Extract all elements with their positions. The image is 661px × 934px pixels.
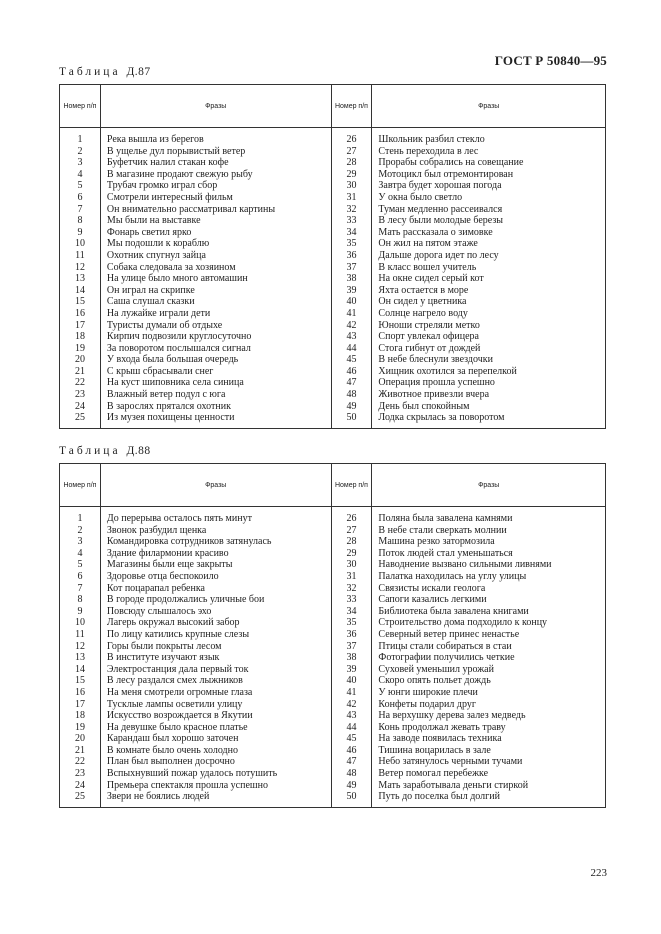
row-phrase: Искусство возрождается в Якутии <box>106 710 253 722</box>
row-phrase: Ветер помогал перебежке <box>378 768 489 780</box>
row-number: 4 <box>77 168 83 180</box>
col-header-phrases: Фразы <box>478 481 500 489</box>
row-number: 2 <box>77 524 83 536</box>
row-phrase: Суховей уменьшил урожай <box>378 663 494 675</box>
row-phrase: Завтра будет хорошая погода <box>378 180 502 192</box>
row-phrase: У юнги широкие плечи <box>378 686 478 698</box>
row-number: 46 <box>346 365 357 377</box>
row-number: 21 <box>74 744 85 756</box>
row-number: 20 <box>74 354 85 366</box>
row-number: 39 <box>346 663 357 675</box>
row-number: 12 <box>74 640 85 652</box>
row-number: 31 <box>346 570 357 582</box>
row-number: 10 <box>74 238 85 250</box>
row-phrase: Влажный ветер подул с юга <box>106 389 226 401</box>
row-phrase: Мы подошли к кораблю <box>106 238 210 250</box>
row-phrase: Сапоги казались легкими <box>378 594 487 606</box>
row-number: 14 <box>74 284 85 296</box>
row-number: 43 <box>346 710 357 722</box>
row-number: 32 <box>346 203 357 215</box>
row-number: 33 <box>346 215 357 227</box>
col-header-number: Номер п/п <box>60 85 101 127</box>
row-phrase: День был спокойным <box>378 400 470 412</box>
table-caption <box>59 445 151 457</box>
row-phrase: Дальше дорога идет по лесу <box>378 249 499 261</box>
row-phrase: Туристы думали об отдыхе <box>106 319 223 331</box>
row-phrase: Здоровье отца беспокоило <box>106 570 219 582</box>
row-phrase: Звери не боялись людей <box>106 791 210 803</box>
row-number: 40 <box>346 296 357 308</box>
row-phrase: На заводе появилась техника <box>378 733 502 745</box>
table-caption-number: Д.88 <box>126 445 151 457</box>
row-phrase: Он играл на скрипке <box>106 284 195 296</box>
row-number: 17 <box>74 319 85 331</box>
row-phrase: Библиотека была завалена книгами <box>378 605 529 617</box>
row-number: 6 <box>77 570 83 582</box>
row-phrase: На куст шиповника села синица <box>106 377 244 389</box>
row-number: 4 <box>77 547 83 559</box>
table-header-row <box>60 85 605 128</box>
row-number: 13 <box>74 652 85 664</box>
row-phrase: На верхушку дерева залез медведь <box>378 710 526 722</box>
col-header-phrases: Фразы <box>101 85 332 127</box>
row-number: 39 <box>346 284 357 296</box>
row-phrase: Связисты искали геолога <box>378 582 486 594</box>
table-body <box>60 507 605 807</box>
table-caption-word: Таблица <box>59 445 121 457</box>
row-phrase: С крыш сбрасывали снег <box>106 365 214 377</box>
row-phrase: В ущелье дул порывистый ветер <box>106 145 246 157</box>
row-phrase: Палатка находилась на углу улицы <box>378 570 527 582</box>
row-number: 43 <box>346 331 357 343</box>
row-phrase: Охотник спугнул зайца <box>106 249 206 261</box>
row-number: 26 <box>346 134 357 145</box>
row-number: 11 <box>75 249 85 261</box>
row-phrase: План был выполнен досрочно <box>106 756 235 768</box>
row-number: 12 <box>74 261 85 273</box>
row-phrase: Лагерь окружал высокий забор <box>106 617 240 629</box>
row-number: 30 <box>346 180 357 192</box>
row-phrase: На меня смотрели огромные глаза <box>106 686 253 698</box>
row-phrase: Фонарь светил ярко <box>106 226 192 238</box>
row-number: 22 <box>74 756 85 768</box>
row-phrase: Командировка сотрудников затянулась <box>106 536 272 548</box>
row-phrase: В лесу раздался смех лыжников <box>106 675 243 687</box>
row-phrase: Электростанция дала первый ток <box>106 663 249 675</box>
row-number: 5 <box>77 559 83 571</box>
row-number: 48 <box>346 768 357 780</box>
row-phrase: Река вышла из берегов <box>106 134 204 145</box>
row-number: 50 <box>346 412 357 424</box>
row-number: 38 <box>346 652 357 664</box>
row-phrase: Хищник охотился за перепелкой <box>378 365 517 377</box>
row-phrase: Из музея похищены ценности <box>106 412 235 424</box>
row-phrase: Он внимательно рассматривал картины <box>106 203 276 215</box>
row-number: 38 <box>346 273 357 285</box>
row-phrase: Трубач громко играл сбор <box>106 180 218 192</box>
row-number: 27 <box>346 145 357 157</box>
table-body <box>60 128 605 428</box>
phrase-column <box>101 128 332 428</box>
row-phrase: В комнате было очень холодно <box>106 744 238 756</box>
row-phrase: Скоро опять польет дождь <box>378 675 491 687</box>
row-phrase: У входа была большая очередь <box>106 354 239 366</box>
row-number: 11 <box>75 628 85 640</box>
row-phrase: Буфетчик налил стакан кофе <box>106 157 229 169</box>
table-caption <box>59 66 151 78</box>
row-number: 23 <box>74 389 85 401</box>
row-phrase: На окне сидел серый кот <box>378 273 484 285</box>
row-phrase: Конь продолжал жевать траву <box>378 721 506 733</box>
row-number: 14 <box>74 663 85 675</box>
row-phrase: Мать рассказала о зимовке <box>378 226 493 238</box>
row-number: 19 <box>74 721 85 733</box>
row-number: 46 <box>346 744 357 756</box>
row-number: 47 <box>346 756 357 768</box>
row-phrase: В небе блеснули звездочки <box>378 354 493 366</box>
row-number: 49 <box>346 779 357 791</box>
row-number: 10 <box>74 617 85 629</box>
row-number: 8 <box>77 215 83 227</box>
row-phrase: Саша слушал сказки <box>106 296 195 308</box>
row-phrase: Он сидел у цветника <box>378 296 467 308</box>
row-phrase: Животное привезли вчера <box>378 389 490 401</box>
row-number: 49 <box>346 400 357 412</box>
row-number: 21 <box>74 365 85 377</box>
row-phrase: Карандаш был хорошо заточен <box>106 733 239 745</box>
row-number: 41 <box>346 307 357 319</box>
row-number: 16 <box>74 686 85 698</box>
row-phrase: Вспыхнувший пожар удалось потушить <box>106 768 278 780</box>
col-header-phrases: Фразы <box>101 464 332 506</box>
phrase-column <box>101 507 332 807</box>
col-header-number: Номер п/п <box>60 464 101 506</box>
row-phrase: В лесу были молодые березы <box>378 215 503 227</box>
row-number: 32 <box>346 582 357 594</box>
row-number: 22 <box>74 377 85 389</box>
row-number: 41 <box>346 686 357 698</box>
row-phrase: Звонок разбудил щенка <box>106 524 207 536</box>
row-number: 29 <box>346 547 357 559</box>
row-phrase: Спорт увлекал офицера <box>378 331 479 343</box>
number-column <box>332 507 373 807</box>
row-number: 25 <box>74 412 85 424</box>
phrase-column <box>372 128 605 428</box>
row-number: 18 <box>74 710 85 722</box>
row-phrase: В класс вошел учитель <box>378 261 477 273</box>
row-phrase: Машина резко затормозила <box>378 536 495 548</box>
row-number: 31 <box>346 191 357 203</box>
row-number: 45 <box>346 354 357 366</box>
row-phrase: Мотоцикл был отремонтирован <box>378 168 514 180</box>
row-number: 9 <box>77 605 83 617</box>
row-number: 15 <box>74 296 85 308</box>
row-phrase: В институте изучают язык <box>106 652 220 664</box>
row-phrase: Прорабы собрались на совещание <box>378 157 524 169</box>
row-phrase: Поток людей стал уменьшаться <box>378 547 513 559</box>
row-phrase: Мать заработывала деньги стиркой <box>378 779 529 791</box>
row-phrase: Строительство дома подходило к концу <box>378 617 548 629</box>
row-number: 17 <box>74 698 85 710</box>
row-number: 3 <box>77 157 83 169</box>
row-number: 16 <box>74 307 85 319</box>
row-number: 7 <box>77 203 83 215</box>
row-number: 28 <box>346 536 357 548</box>
row-number: 42 <box>346 319 357 331</box>
row-number: 27 <box>346 524 357 536</box>
row-phrase: Тусклые лампы осветили улицу <box>106 698 243 710</box>
row-phrase: Кот поцарапал ребенка <box>106 582 205 594</box>
row-number: 5 <box>77 180 83 192</box>
row-number: 34 <box>346 605 357 617</box>
table-caption-number: Д.87 <box>126 66 151 78</box>
row-phrase: На лужайке играли дети <box>106 307 211 319</box>
phrase-table-d88 <box>59 463 606 808</box>
number-column <box>60 507 101 807</box>
row-number: 26 <box>346 513 357 524</box>
row-phrase: Путь до поселка был долгий <box>378 791 500 803</box>
row-number: 20 <box>74 733 85 745</box>
row-number: 45 <box>346 733 357 745</box>
table-header-row <box>60 464 605 507</box>
row-phrase: Солнце нагрело воду <box>378 307 468 319</box>
row-number: 36 <box>346 249 357 261</box>
row-phrase: Яхта остается в море <box>378 284 469 296</box>
row-number: 8 <box>77 594 83 606</box>
row-number: 2 <box>77 145 83 157</box>
row-number: 36 <box>346 628 357 640</box>
row-phrase: Мы были на выставке <box>106 215 201 227</box>
row-number: 1 <box>77 513 83 524</box>
row-phrase: За поворотом послышался сигнал <box>106 342 251 354</box>
row-number: 9 <box>77 226 83 238</box>
row-phrase: В зарослях прятался охотник <box>106 400 231 412</box>
row-number: 37 <box>346 261 357 273</box>
row-number: 44 <box>346 721 357 733</box>
row-number: 37 <box>346 640 357 652</box>
row-number: 35 <box>346 617 357 629</box>
row-phrase: На улице было много автомашин <box>106 273 248 285</box>
row-phrase: До перерыва осталось пять минут <box>106 513 252 524</box>
row-phrase: Северный ветер принес ненастье <box>378 628 520 640</box>
row-phrase: Магазины были еще закрыты <box>106 559 233 571</box>
row-number: 19 <box>74 342 85 354</box>
row-number: 35 <box>346 238 357 250</box>
row-number: 33 <box>346 594 357 606</box>
table-caption-word: Таблица <box>59 66 121 78</box>
col-header-number: Номер п/п <box>332 85 373 127</box>
row-number: 29 <box>346 168 357 180</box>
row-phrase: У окна было светло <box>378 191 463 203</box>
number-column <box>60 128 101 428</box>
row-number: 34 <box>346 226 357 238</box>
row-number: 6 <box>77 191 83 203</box>
row-phrase: Кирпич подвозили круглосуточно <box>106 331 252 343</box>
row-phrase: Здание филармонии красиво <box>106 547 229 559</box>
row-phrase: Лодка скрылась за поворотом <box>378 412 505 424</box>
row-phrase: Повсюду слышалось эхо <box>106 605 212 617</box>
row-number: 15 <box>74 675 85 687</box>
row-phrase: Поляна была завалена камнями <box>378 513 513 524</box>
row-number: 23 <box>74 768 85 780</box>
row-number: 50 <box>346 791 357 803</box>
row-phrase: Премьера спектакля прошла успешно <box>106 779 268 791</box>
row-number: 42 <box>346 698 357 710</box>
row-phrase: На девушке было красное платье <box>106 721 248 733</box>
row-phrase: Стень переходила в лес <box>378 145 479 157</box>
phrase-table-d87 <box>59 84 606 429</box>
document-header: ГОСТ Р 50840—95 <box>494 53 607 68</box>
row-phrase: Наводнение вызвано сильными ливнями <box>378 559 552 571</box>
row-phrase: Операция прошла успешно <box>378 377 495 389</box>
col-header-phrases: Фразы <box>478 102 500 110</box>
row-phrase: Он жил на пятом этаже <box>378 238 478 250</box>
row-phrase: Конфеты подарил друг <box>378 698 476 710</box>
row-phrase: В небе стали сверкать молнии <box>378 524 507 536</box>
number-column <box>332 128 373 428</box>
row-phrase: Смотрели интересный фильм <box>106 191 233 203</box>
row-phrase: Тишина воцарилась в зале <box>378 744 491 756</box>
row-phrase: Птицы стали собираться в стаи <box>378 640 512 652</box>
row-phrase: По лицу катились крупные слезы <box>106 628 250 640</box>
row-number: 40 <box>346 675 357 687</box>
row-number: 1 <box>77 134 83 145</box>
row-number: 3 <box>77 536 83 548</box>
row-phrase: Горы были покрыты лесом <box>106 640 222 652</box>
row-number: 24 <box>74 400 85 412</box>
page-number: 223 <box>590 867 607 879</box>
row-number: 48 <box>346 389 357 401</box>
row-phrase: Школьник разбил стекло <box>378 134 485 145</box>
row-phrase: Стога гибнут от дождей <box>378 342 481 354</box>
row-phrase: В городе продолжались уличные бои <box>106 594 265 606</box>
row-number: 24 <box>74 779 85 791</box>
row-phrase: В магазине продают свежую рыбу <box>106 168 253 180</box>
row-number: 18 <box>74 331 85 343</box>
row-number: 13 <box>74 273 85 285</box>
row-phrase: Небо затянулось черными тучами <box>378 756 523 768</box>
row-number: 44 <box>346 342 357 354</box>
row-phrase: Фотографии получились четкие <box>378 652 515 664</box>
row-phrase: Туман медленно рассеивался <box>378 203 503 215</box>
row-number: 25 <box>74 791 85 803</box>
row-number: 47 <box>346 377 357 389</box>
phrase-column <box>372 507 605 807</box>
row-number: 7 <box>77 582 83 594</box>
row-phrase: Юноши стреляли метко <box>378 319 480 331</box>
col-header-number: Номер п/п <box>332 464 373 506</box>
row-number: 28 <box>346 157 357 169</box>
row-number: 30 <box>346 559 357 571</box>
row-phrase: Собака следовала за хозяином <box>106 261 236 273</box>
